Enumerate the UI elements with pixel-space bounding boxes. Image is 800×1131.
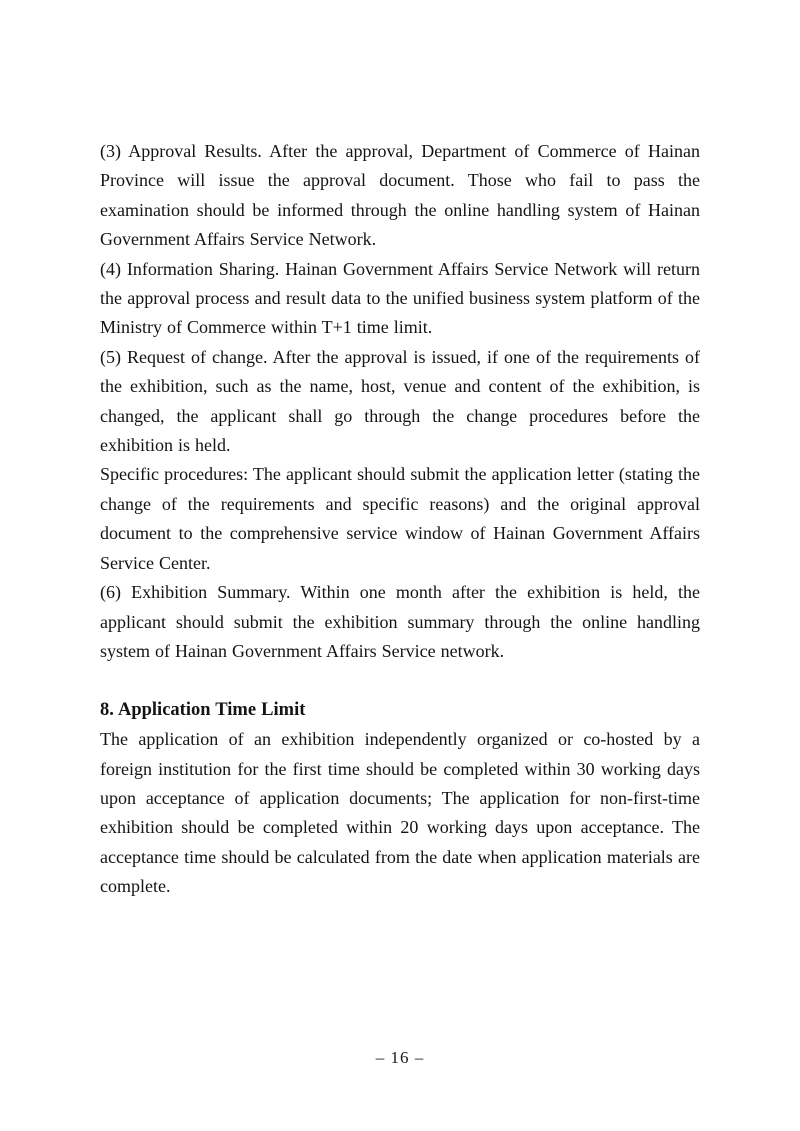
section-heading-application-time-limit: 8. Application Time Limit [100,699,306,720]
paragraph-exhibition-summary: (6) Exhibition Summary. Within one month after the exhibition is held, the applicant should submit the exhibition summary through the online handling system of Hainan Government Affairs Service network. [100,582,700,661]
paragraph-information-sharing: (4) Information Sharing. Hainan Government Affairs Service Network will return the approval process and result data to the unified business system platform of the Ministry of Commerce within T+1 time limit. [100,258,700,338]
paragraph-request-of-change: (5) Request of change. After the approval is issued, if one of the requirements of the exhibition, such as the name, host, venue and content of the exhibition, is changed, the applicant shall go through the change procedures before the exhibition is held. [100,346,700,456]
page-footer [0,1046,800,1070]
paragraph-approval-results: (3) Approval Results. After the approval, Department of Commerce of Hainan Province will issue the approval document. Those who fail to pass the examination should be informed through the online handling system of Hainan Government Affairs Service Network. [100,141,700,250]
page-body-text [100,137,700,902]
paragraph-application-time-limit: The application of an exhibition independently organized or co-hosted by a foreign institution for the first time should be completed within 30 working days upon acceptance of application documents; The application for non-first-time exhibition should be completed within 20 working days upon acceptance. The acceptance time should be calculated from the date when application materials are complete. [100,729,700,897]
page-number: – 16 – [375,1048,425,1067]
paragraph-specific-procedures: Specific procedures: The applicant should submit the application letter (stating the change of the requirements and specific reasons) and the original approval document to the comprehensive service window of Hainan Government Affairs Service Center. [100,464,700,573]
